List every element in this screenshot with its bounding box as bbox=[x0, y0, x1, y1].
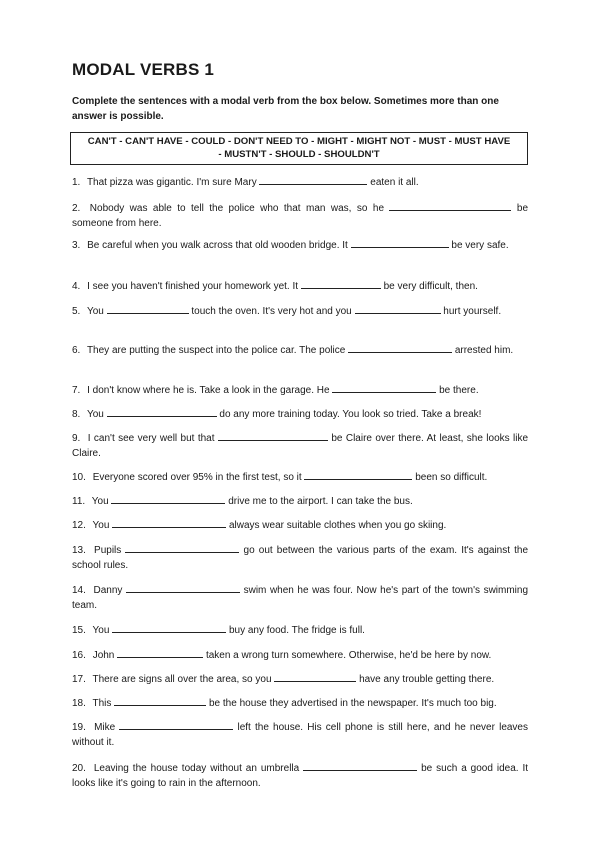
question-1 bbox=[72, 174, 528, 190]
question-text-after: be Claire over there. At least, she looks like Claire. bbox=[72, 433, 529, 459]
answer-blank[interactable] bbox=[303, 760, 417, 771]
question-text-after: left the house. His cell phone is still here, and he never leaves without it. bbox=[72, 722, 528, 748]
question-20 bbox=[72, 760, 528, 791]
question-14 bbox=[72, 582, 528, 613]
question-number: 16. bbox=[72, 650, 86, 661]
question-text-before: I don't know where he is. Take a look in the garage. He bbox=[87, 385, 330, 396]
question-text-after: go out between the various parts of the exam. It's against the school rules. bbox=[72, 545, 529, 571]
question-text-after: always wear suitable clothes when you go skiing. bbox=[228, 520, 447, 531]
answer-blank[interactable] bbox=[389, 200, 511, 211]
question-number: 2. bbox=[72, 203, 81, 214]
question-text-after: be very difficult, then. bbox=[383, 281, 478, 292]
question-number: 3. bbox=[72, 240, 81, 251]
question-number: 12. bbox=[72, 520, 86, 531]
question-4 bbox=[72, 278, 528, 294]
question-number: 17. bbox=[72, 674, 86, 685]
question-text-before: Pupils bbox=[94, 545, 122, 556]
question-text-after: hurt yourself. bbox=[443, 306, 502, 317]
question-number: 20. bbox=[72, 763, 86, 774]
answer-blank[interactable] bbox=[304, 469, 412, 480]
question-text-before: This bbox=[92, 698, 112, 709]
question-2 bbox=[72, 200, 528, 231]
question-10 bbox=[72, 469, 528, 485]
question-text-before: That pizza was gigantic. I'm sure Mary bbox=[86, 177, 257, 188]
question-text-after: taken a wrong turn somewhere. Otherwise, he'd be here by now. bbox=[205, 650, 492, 661]
question-text-before: I see you haven't finished your homework yet. It bbox=[87, 281, 299, 292]
question-text-middle: touch the oven. It's very hot and you bbox=[191, 306, 352, 317]
question-text-before: John bbox=[92, 650, 115, 661]
answer-blank[interactable] bbox=[117, 647, 203, 658]
word-box-line-2: - MUSTN'T - SHOULD - SHOULDN'T bbox=[218, 149, 380, 160]
answer-blank[interactable] bbox=[125, 542, 239, 553]
question-text-after: do any more training today. You look so tried. Take a break! bbox=[219, 409, 482, 420]
answer-blank[interactable] bbox=[259, 174, 367, 185]
question-number: 18. bbox=[72, 698, 86, 709]
answer-blank[interactable] bbox=[119, 719, 233, 730]
answer-blank[interactable] bbox=[107, 406, 217, 417]
question-number: 13. bbox=[72, 545, 86, 556]
question-text-after: arrested him. bbox=[454, 345, 514, 356]
question-text-before: There are signs all over the area, so you bbox=[92, 674, 272, 685]
question-number: 1. bbox=[72, 177, 81, 188]
question-number: 6. bbox=[72, 345, 81, 356]
question-text-after: be very safe. bbox=[451, 240, 509, 251]
question-16 bbox=[72, 647, 528, 663]
question-text-after: have any trouble getting there. bbox=[359, 674, 495, 685]
question-18 bbox=[72, 695, 528, 711]
question-number: 14. bbox=[72, 585, 86, 596]
question-text-before: Mike bbox=[94, 722, 116, 733]
question-text-before: You bbox=[86, 306, 104, 317]
answer-blank[interactable] bbox=[114, 695, 206, 706]
answer-blank[interactable] bbox=[348, 342, 452, 353]
answer-blank[interactable] bbox=[351, 237, 449, 248]
question-number: 10. bbox=[72, 472, 86, 483]
instructions-text: Complete the sentences with a modal verb from the box below. Sometimes more than one answer is possible. bbox=[72, 96, 499, 122]
question-text-after: eaten it all. bbox=[370, 177, 419, 188]
answer-blank[interactable] bbox=[111, 493, 225, 504]
question-text-after: be the house they advertised in the newspaper. It's much too big. bbox=[208, 698, 497, 709]
question-17 bbox=[72, 671, 528, 687]
answer-blank[interactable] bbox=[332, 382, 436, 393]
question-text-before: You bbox=[92, 625, 110, 636]
answer-blank[interactable] bbox=[301, 278, 381, 289]
question-text-before: Nobody was able to tell the police who that man was, so he bbox=[89, 203, 385, 214]
answer-blank[interactable] bbox=[107, 303, 189, 314]
question-text-before: I can't see very well but that bbox=[87, 433, 215, 444]
question-text-after: swim when he was four. Now he's part of the town's swimming team. bbox=[72, 585, 529, 611]
question-number: 7. bbox=[72, 385, 81, 396]
question-text-after: be such a good idea. It looks like it's going to rain in the afternoon. bbox=[72, 763, 529, 789]
question-number: 5. bbox=[72, 306, 81, 317]
question-number: 8. bbox=[72, 409, 81, 420]
question-text-after: drive me to the airport. I can take the bus. bbox=[228, 496, 413, 507]
question-text-before: They are putting the suspect into the police car. The police bbox=[86, 345, 346, 356]
question-12 bbox=[72, 517, 528, 533]
question-text-before: Everyone scored over 95% in the first test, so it bbox=[92, 472, 302, 483]
question-13 bbox=[72, 542, 528, 573]
answer-blank[interactable] bbox=[112, 622, 226, 633]
question-text-before: Danny bbox=[93, 585, 123, 596]
question-11 bbox=[72, 493, 528, 509]
answer-blank[interactable] bbox=[112, 517, 226, 528]
question-3 bbox=[72, 237, 528, 253]
question-text-before: You bbox=[86, 409, 104, 420]
question-number: 15. bbox=[72, 625, 86, 636]
question-text-before: You bbox=[91, 496, 109, 507]
question-number: 19. bbox=[72, 722, 86, 733]
answer-blank[interactable] bbox=[355, 303, 441, 314]
question-text-after: be there. bbox=[439, 385, 479, 396]
question-text-after: been so difficult. bbox=[415, 472, 488, 483]
question-number: 11. bbox=[72, 496, 86, 507]
question-text-after: be someone from here. bbox=[72, 203, 529, 229]
answer-blank[interactable] bbox=[126, 582, 240, 593]
question-text-before: You bbox=[92, 520, 110, 531]
question-9 bbox=[72, 430, 528, 461]
question-7 bbox=[72, 382, 528, 398]
question-5 bbox=[72, 303, 528, 319]
question-8 bbox=[72, 406, 528, 422]
worksheet-title: MODAL VERBS 1 bbox=[72, 60, 215, 79]
question-text-before: Be careful when you walk across that old wooden bridge. It bbox=[87, 240, 348, 251]
answer-blank[interactable] bbox=[218, 430, 328, 441]
question-15 bbox=[72, 622, 528, 638]
question-text-after: buy any food. The fridge is full. bbox=[228, 625, 365, 636]
question-number: 4. bbox=[72, 281, 81, 292]
question-text-before: Leaving the house today without an umbrella bbox=[93, 763, 300, 774]
answer-blank[interactable] bbox=[274, 671, 356, 682]
question-19 bbox=[72, 719, 528, 750]
question-number: 9. bbox=[72, 433, 81, 444]
modal-verb-box bbox=[70, 132, 528, 165]
word-box-line-1: CAN'T - CAN'T HAVE - COULD - DON'T NEED TO - MIGHT - MIGHT NOT - MUST - MUST HAVE bbox=[87, 136, 511, 147]
question-6 bbox=[72, 342, 528, 358]
